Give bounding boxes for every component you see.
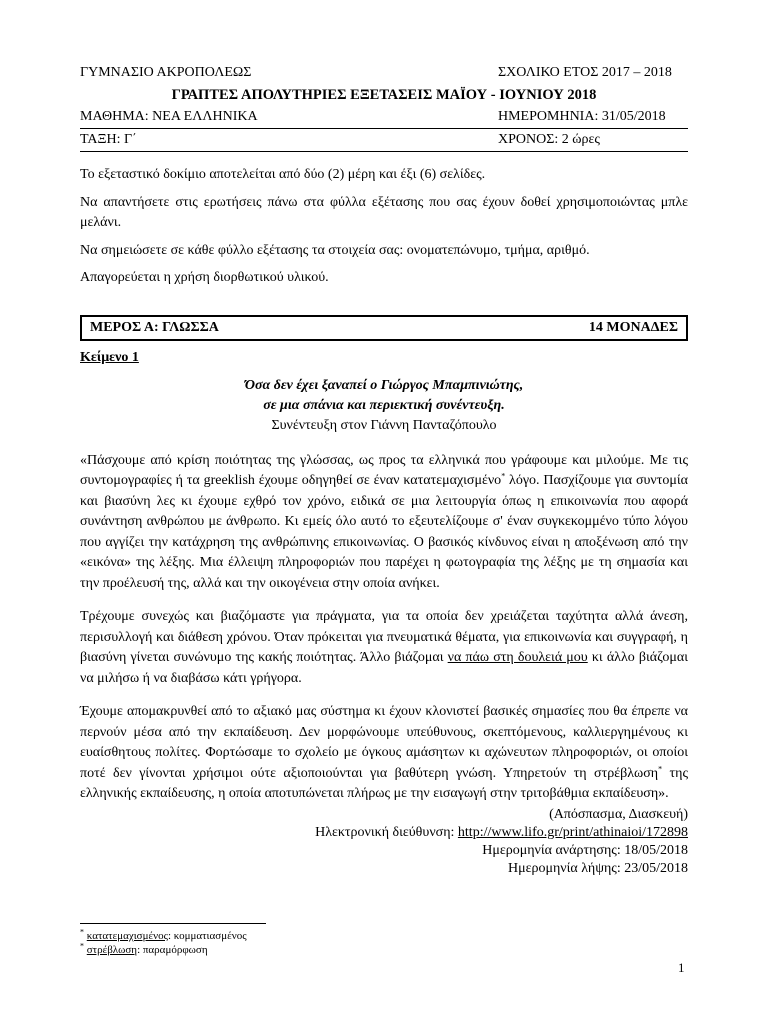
paragraph-1: «Πάσχουμε από κρίση ποιότητας της γλώσσας, ως προς τα ελληνικά που γράφουμε και μιλούμε. Με τις συντομογραφίες ή τα greeklish έχουμε οδηγηθεί σε έναν κατατεμαχισμένο* λόγο. Πασχίζουμε για συντομία και βιασύνη λες κι έχουμε εχθρό τον χρόνο, ειδικά σε μια λειτουργία όπως η επικοινωνία που αφορά συνάντηση ανθρώπου με άνθρωπο. Κι εμείς όλο αυτό το εξευτελίζουμε σ' έναν συγκεκομμένο τύπο λόγου που αγγίζει την κατάχρηση της ανθρώπινης επικοινωνίας. Ο βασικός κίνδυνος είναι η αποξένωση από την «εικόνα» της λέξης. Μια έλλειψη πληροφοριών που παρέχει η φωτογραφία της λέξης με τη σημασία και την προέλευσή της, αλλά και την οικογένεια στην οποία ανήκει. [80, 452, 688, 591]
instruction-item: Να σημειώσετε σε κάθε φύλλο εξέτασης τα στοιχεία σας: ονοματεπώνυμο, τμήμα, αριθμό. [80, 242, 590, 258]
posted-date: Ημερομηνία ανάρτησης: 18/05/2018 [482, 842, 688, 858]
page-number: 1 [678, 960, 685, 975]
exam-title-row [80, 84, 688, 106]
text-label: Κείμενο 1 [80, 349, 139, 365]
exam-page [80, 60, 688, 878]
instruction-item: Απαγορεύεται η χρήση διορθωτικού υλικού. [80, 270, 329, 285]
headline-line-1: Όσα δεν έχει ξαναπεί ο Γιώργος Μπαμπινιώτης, [244, 377, 524, 393]
footnote-term: κατατεμαχισμένος [86, 930, 168, 942]
footnote-2: * στρέβλωση: παραμόρφωση [80, 941, 208, 956]
footnote-marker: * [658, 763, 663, 773]
footnote-1: * κατατεμαχισμένος: κομματιασμένος [80, 927, 247, 942]
school-year: ΣΧΟΛΙΚΟ ΕΤΟΣ 2017 – 2018 [498, 65, 672, 80]
header-row-1 [80, 62, 688, 84]
url-label: Ηλεκτρονική διεύθυνση: [315, 824, 455, 840]
school-name: ΓΥΜΝΑΣΙΟ ΑΚΡΟΠΟΛΕΩΣ [80, 65, 252, 80]
subject: ΜΑΘΗΜΑ: ΝΕΑ ΕΛΛΗΝΙΚΑ [80, 109, 258, 124]
interviewer-line: Συνέντευξη στον Γιάννη Πανταζόπουλο [271, 417, 497, 433]
instruction-item: Το εξεταστικό δοκίμιο αποτελείται από δύο (2) μέρη και έξι (6) σελίδες. [80, 167, 486, 182]
footnote-term: στρέβλωση [86, 944, 138, 956]
underlined-phrase: να πάω στη δουλειά μου [447, 650, 588, 665]
instruction-item: Να απαντήσετε στις ερωτήσεις πάνω στα φύλλα εξέτασης που σας έχουν δοθεί χρησιμοποιώντας μπλε μελάνι. [80, 194, 688, 230]
instructions [80, 165, 688, 289]
exam-date: ΗΜΕΡΟΜΗΝΙΑ: 31/05/2018 [498, 109, 666, 124]
header-row-3 [80, 129, 688, 152]
source-url-line [80, 824, 688, 842]
footnote-marker: * [501, 471, 506, 481]
footnote-divider [80, 923, 266, 924]
part-a-header [80, 315, 688, 341]
paragraph-3: Έχουμε απομακρυνθεί από το αξιακό μας σύστημα κι έχουν κλονιστεί βασικές σημασίες που θα έπρεπε να περνούν μέσα από την εκπαίδευση. Δεν μορφώνουμε υπεύθυνους, σκεπτόμενους, καλλιεργημένους κι ευαίσθητους πολίτες. Φορτώσαμε το σχολείο με όγκους αμάσητων κι αχώνευτων πληροφοριών, οι οποίοι ποτέ δεν γίνονται χρήσιμοι ούτε αξιοποιούνται για βαθύτερη γνώση. Υπηρετούν τη στρέβλωση* της ελληνικής εκπαίδευσης, η οποία αποτυπώνεται πλήρως με την εισαγωγή στην τριτοβάθμια εκπαίδευση». [80, 704, 688, 801]
part-a-marks: 14 ΜΟΝΑΔΕΣ [588, 319, 678, 335]
class: ΤΑΞΗ: Γ΄ [80, 132, 137, 147]
part-a-title: ΜΕΡΟΣ Α: ΓΛΩΣΣΑ [90, 319, 219, 335]
exam-title: ΓΡΑΠΤΕΣ ΑΠΟΛΥΤΗΡΙΕΣ ΕΞΕΤΑΣΕΙΣ ΜΑΪΟΥ - ΙΟΥΝΙΟΥ 2018 [171, 87, 597, 103]
retrieved-date: Ημερομηνία λήψης: 23/05/2018 [507, 860, 688, 876]
source-link[interactable]: http://www.lifo.gr/print/athinaioi/172898 [457, 824, 688, 840]
excerpt-note: (Απόσπασμα, Διασκευή) [549, 806, 688, 822]
article-heading [80, 376, 688, 436]
paragraph-2: Τρέχουμε συνεχώς και βιαζόμαστε για πράγματα, για τα οποία δεν χρειάζεται ταχύτητα αλλά άνεση, περισυλλογή και διάθεση χρόνου. Όταν πρόκειται για πνευματικά θέματα, για επικοινωνία και συγγραφή, η βιασύνη γίνεται συνώνυμο της κακής ποιότητας. Άλλο βιάζομαι να πάω στη δουλειά μου κι άλλο βιάζομαι να μιλήσω ή να διαβάσω κάτι γρήγορα. [80, 609, 688, 686]
header-row-2 [80, 106, 688, 129]
source-block [80, 806, 688, 878]
duration: ΧΡΟΝΟΣ: 2 ώρες [498, 132, 600, 147]
headline-line-2: σε μια σπάνια και περιεκτική συνέντευξη. [263, 397, 505, 413]
